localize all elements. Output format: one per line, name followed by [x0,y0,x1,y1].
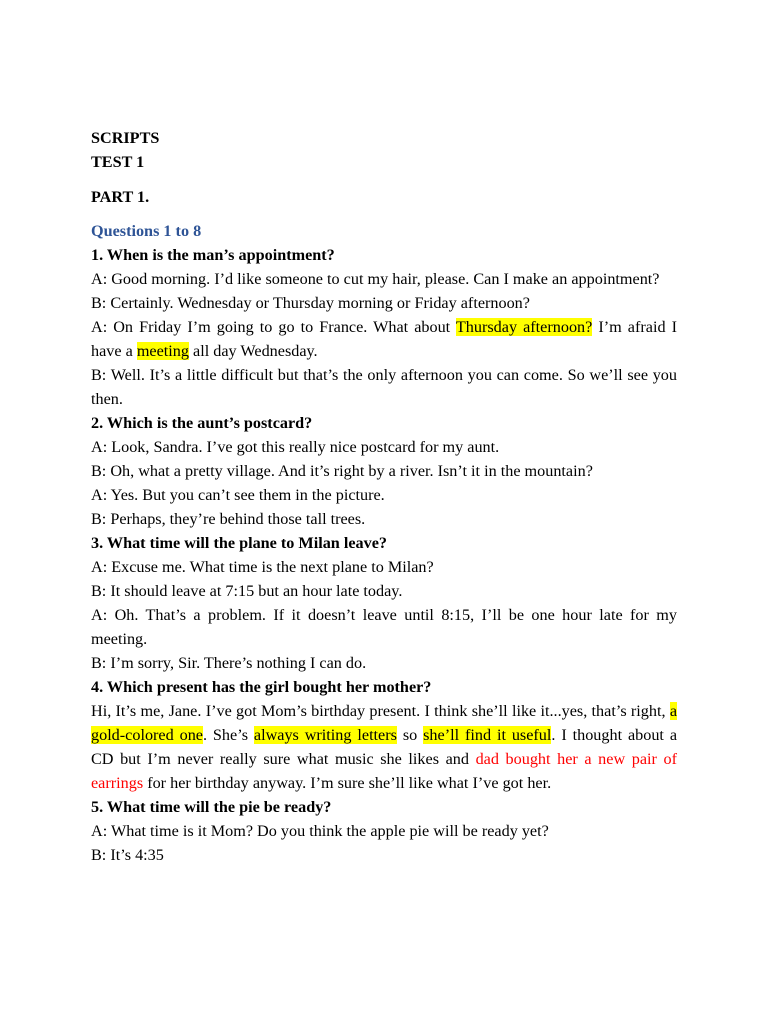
part-heading: PART 1. [91,188,150,206]
q3-line-1: A: Excuse me. What time is the next plane to Milan? [91,558,434,576]
q1-line-4: B: Well. It’s a little difficult but that’s the only afternoon you can come. So we’ll see you then. [91,366,677,408]
q1-highlight-thursday: Thursday afternoon? [455,318,593,336]
q2-line-3: A: Yes. But you can’t see them in the picture. [91,486,385,504]
question-5-title: 5. What time will the pie be ready? [91,798,332,816]
q4-highlight-gold: a gold-colored one [91,702,677,744]
q4-text-c: so [396,726,424,744]
q4-text-b: . She’s [202,726,254,744]
q1-line-3-text-b: I’m afraid I have a [91,318,677,360]
q3-line-2: B: It should leave at 7:15 but an hour late today. [91,582,403,600]
q4-text-a: Hi, It’s me, Jane. I’ve got Mom’s birthday present. I think she’ll like it...yes, that’s right, [91,702,670,720]
q4-text-e: for her birthday anyway. I’m sure she’ll like what I’ve got her. [143,774,552,792]
q2-line-4: B: Perhaps, they’re behind those tall trees. [91,510,366,528]
q1-line-3 [91,315,677,363]
q2-line-2: B: Oh, what a pretty village. And it’s right by a river. Isn’t it in the mountain? [91,462,593,480]
q4-text-d: . I thought about a CD but I’m never really sure what music she likes and [91,726,677,768]
q5-line-1: A: What time is it Mom? Do you think the apple pie will be ready yet? [91,822,549,840]
q4-highlight-letters: always writing letters [253,726,397,744]
q4-highlight-useful: she’ll find it useful [423,726,552,744]
q5-line-2: B: It’s 4:35 [91,846,164,864]
question-2-title: 2. Which is the aunt’s postcard? [91,414,313,432]
q1-line-3-text-c: all day Wednesday. [189,342,318,360]
q2-line-1: A: Look, Sandra. I’ve got this really nice postcard for my aunt. [91,438,500,456]
test-heading: TEST 1 [91,153,145,171]
q1-line-1: A: Good morning. I’d like someone to cut my hair, please. Can I make an appointment? [91,270,660,288]
document-page [91,126,677,867]
question-1-title: 1. When is the man’s appointment? [91,246,335,264]
scripts-heading: SCRIPTS [91,129,160,147]
q3-line-3: A: Oh. That’s a problem. If it doesn’t leave until 8:15, I’ll be one hour late for my meeting. [91,606,677,648]
question-4-title: 4. Which present has the girl bought her mother? [91,678,432,696]
q1-line-3-text-a: A: On Friday I’m going to go to France. What about [91,318,456,336]
question-3-title: 3. What time will the plane to Milan leave? [91,534,387,552]
q1-highlight-meeting: meeting [136,342,189,360]
section-heading: Questions 1 to 8 [91,222,202,240]
q4-red-earrings: dad bought her a new pair of earrings [91,750,677,792]
q3-line-4: B: I’m sorry, Sir. There’s nothing I can do. [91,654,367,672]
q4-paragraph [91,699,677,795]
q1-line-2: B: Certainly. Wednesday or Thursday morning or Friday afternoon? [91,294,530,312]
